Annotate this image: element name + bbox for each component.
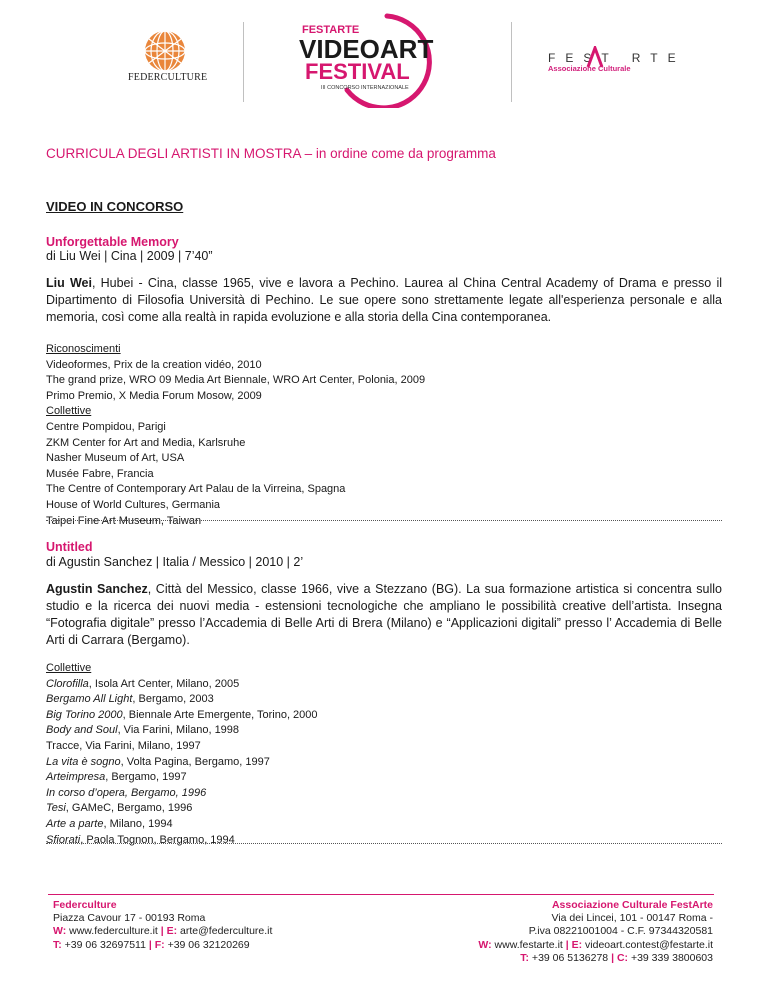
list-item — [46, 801, 318, 817]
email-label: E: — [166, 925, 178, 938]
entry1-title: Unforgettable Memory — [46, 235, 179, 249]
list-item — [46, 817, 318, 833]
festival-main2-text: FESTIVAL — [305, 59, 410, 84]
list-item-details: , Bergamo, 1997 — [105, 771, 187, 784]
list-item — [46, 739, 318, 755]
list-item — [46, 723, 318, 739]
email-link[interactable]: arte@federculture.it — [177, 925, 273, 938]
footer-right-address: Via dei Lincei, 101 - 00147 Roma - — [551, 912, 713, 925]
section-title: VIDEO IN CONCORSO — [46, 199, 184, 214]
entry2-title: Untitled — [46, 540, 93, 554]
header-divider — [243, 22, 244, 102]
federculture-logo-icon — [135, 28, 195, 74]
list-item-title: La vita è sogno — [46, 755, 121, 768]
list-item-details: , Via Farini, Milano, 1998 — [117, 724, 240, 737]
list-item-details: , Milano, 1994 — [103, 817, 173, 830]
list-item-title: Clorofilla — [46, 677, 89, 690]
list-item-details: , Paola Tognon, Bergamo, 1994 — [80, 833, 235, 846]
separator: | — [148, 938, 152, 951]
list-item: ZKM Center for Art and Media, Karlsruhe — [46, 436, 246, 449]
entry2-bio — [46, 581, 722, 649]
list-item-title: Sfiorati — [46, 833, 81, 846]
email-link[interactable]: videoart.contest@festarte.it — [582, 938, 713, 951]
list-item-details: , Bergamo, 2003 — [132, 693, 214, 706]
entry1-artist: Liu Wei — [46, 276, 92, 290]
list-item — [46, 755, 318, 771]
list-item-title: Arteimpresa — [46, 771, 106, 784]
phone-value: +39 06 5136278 — [529, 951, 612, 964]
list-item-title: Arte a parte — [46, 817, 104, 830]
web-label: W: — [478, 938, 492, 951]
footer-federculture — [53, 899, 272, 952]
phone-value: +39 06 32697511 — [61, 938, 149, 951]
page-title — [46, 146, 496, 161]
list-item: Musée Fabre, Francia — [46, 467, 154, 480]
list-item-details: Tracce, Via Farini, Milano, 1997 — [46, 739, 201, 752]
festival-main1-text: VIDEOART — [299, 34, 434, 64]
page-title-main: CURRICULA DEGLI ARTISTI IN MOSTRA — [46, 146, 301, 161]
list-item-details: , Biennale Arte Emergente, Torino, 2000 — [122, 708, 318, 721]
list-item — [46, 786, 318, 802]
list-item: Riconoscimenti — [46, 343, 121, 355]
festival-top-text: FESTARTE — [302, 24, 360, 36]
entry2-artist: Agustin Sanchez — [46, 582, 148, 596]
entry2-list-heading: Collettive — [46, 662, 92, 674]
entry1-bio-text: , Hubei - Cina, classe 1965, vive e lavora a Pechino. Laurea al China Central Academy of Drama e presso il Dipartimento di Filosofia Università di Pechino. Le sue opere sono strettamente legate all'esperienza personale e alla memoria, così come alla realtà in rapida evoluzione e alla storia della Cina contemporanea. — [46, 276, 722, 324]
list-item — [46, 677, 318, 693]
fax-value: +39 06 32120269 — [164, 938, 250, 951]
list-item — [46, 708, 318, 724]
fax-label: F: — [154, 938, 165, 951]
footer-left-address: Piazza Cavour 17 - 00193 Roma — [53, 912, 206, 925]
entry1-meta: di Liu Wei | Cina | 2009 | 7’40” — [46, 249, 213, 263]
page-title-rest: – in ordine come da programma — [300, 146, 496, 161]
footer-festarte — [478, 899, 713, 965]
footer-right-phone — [478, 952, 713, 965]
list-item: The Centre of Contemporary Art Palau de la Virreina, Spagna — [46, 483, 346, 496]
list-item: Taipei Fine Art Museum, Taiwan — [46, 514, 202, 527]
entry1-list — [46, 342, 425, 529]
phone-label: T: — [520, 951, 530, 964]
list-item-title: Big Torino 2000 — [46, 708, 123, 721]
footer-right-name: Associazione Culturale FestArte — [551, 899, 713, 911]
mobile-value: +39 339 3800603 — [628, 951, 713, 964]
web-link[interactable]: www.festarte.it — [491, 938, 566, 951]
entry-title — [46, 538, 93, 556]
list-item-title: Bergamo All Light — [46, 693, 133, 706]
videoart-festival-logo — [287, 10, 477, 108]
list-item — [46, 770, 318, 786]
list-item — [46, 692, 318, 708]
entry2-list — [46, 661, 318, 848]
list-item-title: Body and Soul — [46, 724, 118, 737]
footer-divider — [48, 894, 714, 895]
separator-dots — [46, 843, 722, 846]
list-item: Centre Pompidou, Parigi — [46, 420, 166, 433]
header-divider — [511, 22, 512, 102]
list-item: Videoformes, Prix de la creation vidéo, 2010 — [46, 358, 262, 371]
list-item: Collettive — [46, 405, 92, 418]
list-item: House of World Cultures, Germania — [46, 498, 221, 511]
entry2-bio-text: , Città del Messico, classe 1966, vive a Stezzano (BG). La sua formazione artistica si concentra sullo studio e la ricerca dei nuovi media - estensioni tecnologiche che ampliano le possibilità creative dell’artista. Insegna “Fotografia digitale” presso l’Accademia di Belle Arti di Brera (Milano) e “Applicazioni digitali” presso l’ Accademia di Belle Arti di Carrara (Bergamo). — [46, 582, 722, 647]
separator: | — [565, 938, 569, 951]
federculture-name: FEDERCULTURE — [128, 72, 208, 83]
separator-dots — [46, 520, 722, 523]
footer-right-web-email — [478, 939, 713, 952]
phone-label: T: — [53, 938, 62, 951]
web-label: W: — [53, 925, 67, 938]
list-item-title: In corso d’opera, Bergamo, 1996 — [46, 786, 207, 799]
separator: | — [611, 951, 615, 964]
web-link[interactable]: www.federculture.it — [66, 925, 161, 938]
footer-left-name: Federculture — [53, 899, 117, 911]
email-label: E: — [571, 938, 583, 951]
list-item-details: , GAMeC, Bergamo, 1996 — [65, 802, 193, 815]
list-item: Nasher Museum of Art, USA — [46, 452, 185, 465]
list-item-details: , Volta Pagina, Bergamo, 1997 — [120, 755, 270, 768]
footer-left-web-email — [53, 925, 272, 938]
festival-sub-text: III CONCORSO INTERNAZIONALE — [321, 85, 409, 91]
list-item-title: Tesi — [46, 802, 66, 815]
entry2-meta: di Agustin Sanchez | Italia / Messico | 2010 | 2’ — [46, 555, 304, 569]
entry1-bio — [46, 275, 722, 326]
footer-right-piva: P.iva 08221001004 - C.F. 97344320581 — [528, 925, 713, 938]
footer-left-phone — [53, 939, 272, 952]
festarte-logo-word: FEST RTE — [548, 51, 686, 65]
separator: | — [160, 925, 164, 938]
list-item: The grand prize, WRO 09 Media Art Biennale, WRO Art Center, Polonia, 2009 — [46, 374, 426, 387]
festarte-logo-subtitle: Associazione Culturale — [548, 64, 631, 73]
mobile-label: C: — [616, 951, 629, 964]
list-item-details: , Isola Art Center, Milano, 2005 — [88, 677, 240, 690]
list-item: Primo Premio, X Media Forum Mosow, 2009 — [46, 389, 262, 402]
